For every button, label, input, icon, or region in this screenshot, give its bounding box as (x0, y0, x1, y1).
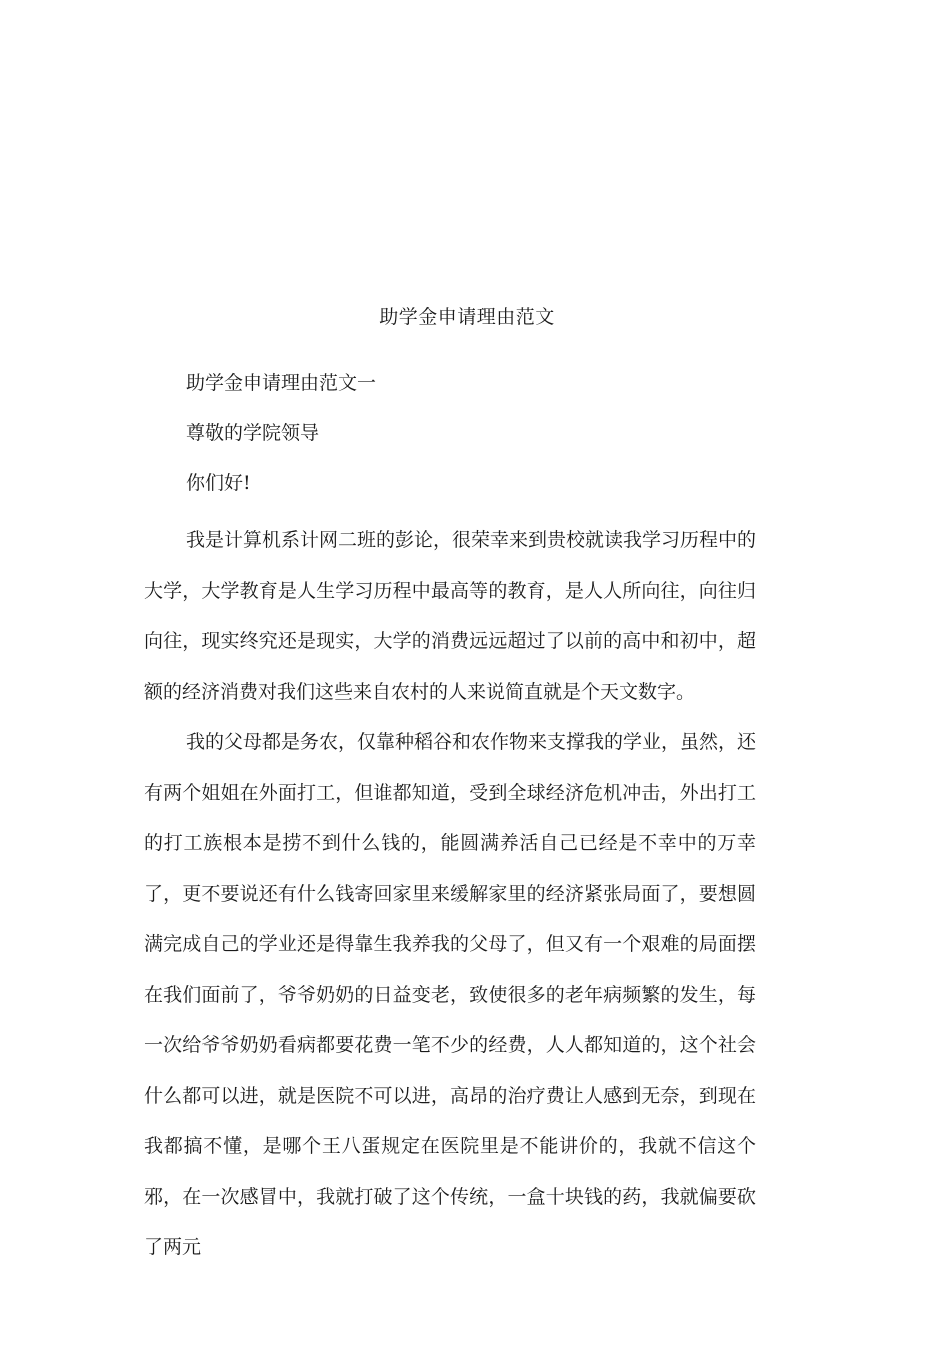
document-title: 助学金申请理由范文 (379, 306, 555, 328)
letter-body (144, 515, 756, 1273)
paragraph-2: 我的父母都是务农，仅靠种稻谷和农作物来支撑我的学业，虽然，还有两个姐姐在外面打工，但谁都知道，受到全球经济危机冲击，外出打工的打工族根本是捞不到什么钱的，能圆满养活自己已经是不幸中的万幸了，更不要说还有什么钱寄回家里来缓解家里的经济紧张局面了，要想圆满完成自己的学业还是得靠生我养我的父母了，但又有一个艰难的局面摆在我们面前了，爷爷奶奶的日益变老，致使很多的老年病频繁的发生，每一次给爷爷奶奶看病都要花费一笔不少的经费，人人都知道的，这个社会什么都可以进，就是医院不可以进，高昂的治疗费让人感到无奈，到现在我都搞不懂，是哪个王八蛋规定在医院里是不能讲价的，我就不信这个邪，在一次感冒中，我就打破了这个传统，一盒十块钱的药，我就偏要砍了两元 (144, 731, 757, 1258)
greeting: 你们好! (186, 472, 251, 494)
document-subtitle: 助学金申请理由范文一 (186, 372, 377, 394)
salutation: 尊敬的学院领导 (186, 422, 320, 444)
paragraph-1: 我是计算机系计网二班的彭论，很荣幸来到贵校就读我学习历程中的大学，大学教育是人生学习历程中最高等的教育，是人人所向往，向往归向往，现实终究还是现实，大学的消费远远超过了以前的高中和初中，超额的经济消费对我们这些来自农村的人来说简直就是个天文数字。 (144, 529, 757, 703)
